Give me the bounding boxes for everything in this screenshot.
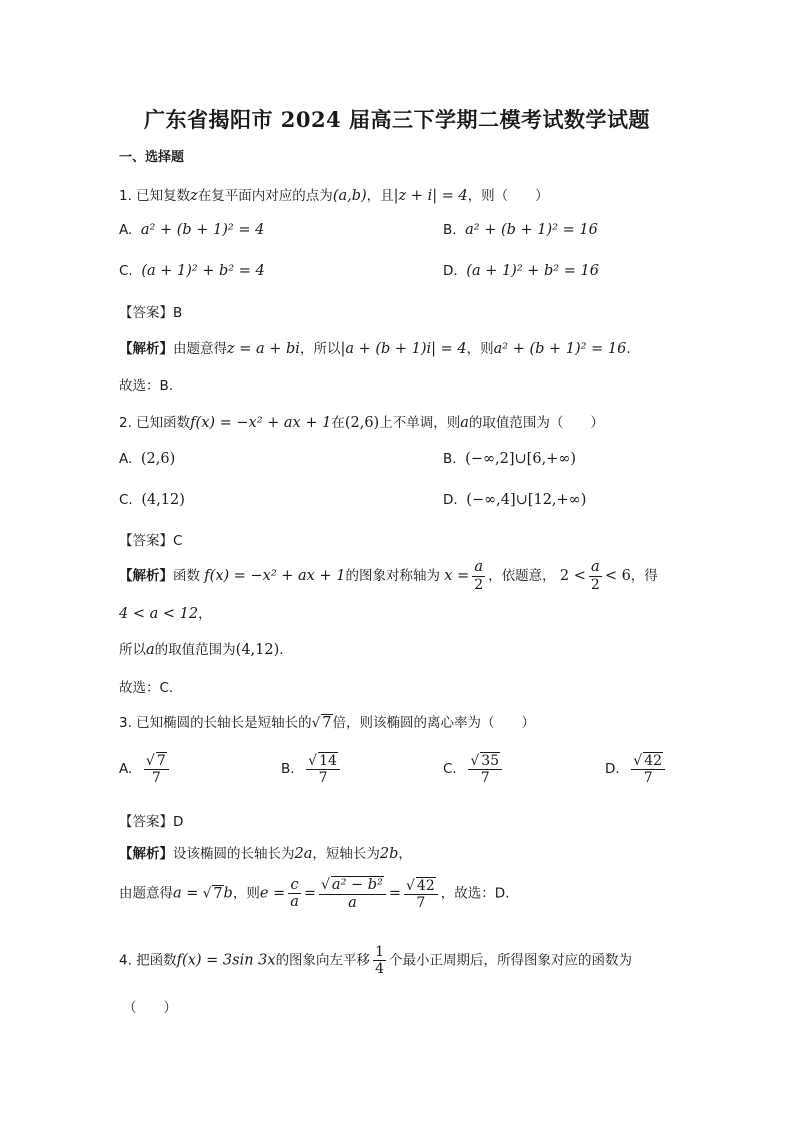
question-3-option-b: B. $\frac{√ 14}{7}$ (281, 752, 343, 786)
question-3-answer: 【答案】D (119, 814, 184, 830)
question-2-option-d: D. (−∞,4]∪[12,+∞) (443, 492, 587, 508)
question-1-option-d: D. (a + 1)² + b² = 16 (443, 263, 599, 279)
question-1-option-c: C. (a + 1)² + b² = 4 (119, 263, 265, 279)
question-3-option-c: C. $\frac{√ 35}{7}$ (443, 752, 505, 786)
page-title: 广东省揭阳市 2024 届高三下学期二模考试数学试题 (143, 107, 651, 132)
question-2-answer: 【答案】C (119, 533, 183, 549)
section-heading: 一、选择题 (119, 150, 185, 165)
question-1-answer: 【答案】B (119, 305, 183, 321)
question-2-option-c: C. (4,12) (119, 492, 185, 508)
question-2-option-a: A. (2,6) (119, 451, 176, 467)
question-3-option-a: A. $\frac{√ 7}{7}$ (119, 752, 172, 786)
question-2-option-b: B. (−∞,2]∪[6,+∞) (443, 451, 577, 467)
question-4-stem: 4. 把函数f(x) = 3sin 3x的图象向左平移 $\frac{1}{4}$ 个最小正周期后，所得图象对应的函数为 (119, 944, 632, 978)
question-1-option-b: B. a² + (b + 1)² = 16 (443, 222, 598, 238)
fraction: $\frac{a}{2}$ (590, 559, 600, 593)
question-2-analysis-line3: 所以a的取值范围为(4,12). (119, 642, 284, 658)
question-1-analysis: 【解析】由题意得z = a + bi，所以|a + (b + 1)i| = 4，则a² + (b + 1)² = 16. (119, 341, 631, 357)
question-3-analysis-line2: 由题意得a = √ 7b，则e = $\frac{c}{a}$ = $\frac{\text{√ a² − b²}}{a}$ = $\frac{√ 42}{7}$ ，故选：D. (119, 876, 510, 911)
question-1-stem: 1. 已知复数z在复平面内对应的点为(a,b)，且|z + i| = 4，则（ ） (119, 188, 549, 204)
question-1-option-a: A. a² + (b + 1)² = 4 (119, 222, 265, 238)
question-2-analysis: 【解析】函数 f(x) = −x² + ax + 1的图象对称轴为 x = $\frac{a}{2}$ ，依题意， 2 < $\frac{a}{2}$ < 6，得 (119, 559, 658, 593)
question-2-analysis-line2: 4 < a < 12， (119, 606, 212, 622)
question-1-conclusion: 故选：B. (119, 378, 174, 394)
question-4-paren: （ ） (123, 1000, 177, 1016)
fraction: $\frac{a}{2}$ (474, 559, 484, 593)
question-3-analysis: 【解析】设该椭圆的长轴长为2a，短轴长为2b， (119, 846, 412, 862)
question-3-option-d: D. $\frac{√ 42}{7}$ (605, 752, 668, 786)
question-3-stem: 3. 已知椭圆的长轴长是短轴长的√ 7倍，则该椭圆的离心率为（ ） (119, 715, 536, 731)
question-2-conclusion: 故选：C. (119, 680, 174, 696)
question-2-stem: 2. 已知函数f(x) = −x² + ax + 1在(2,6)上不单调，则a的取值范围为（ ） (119, 415, 604, 431)
